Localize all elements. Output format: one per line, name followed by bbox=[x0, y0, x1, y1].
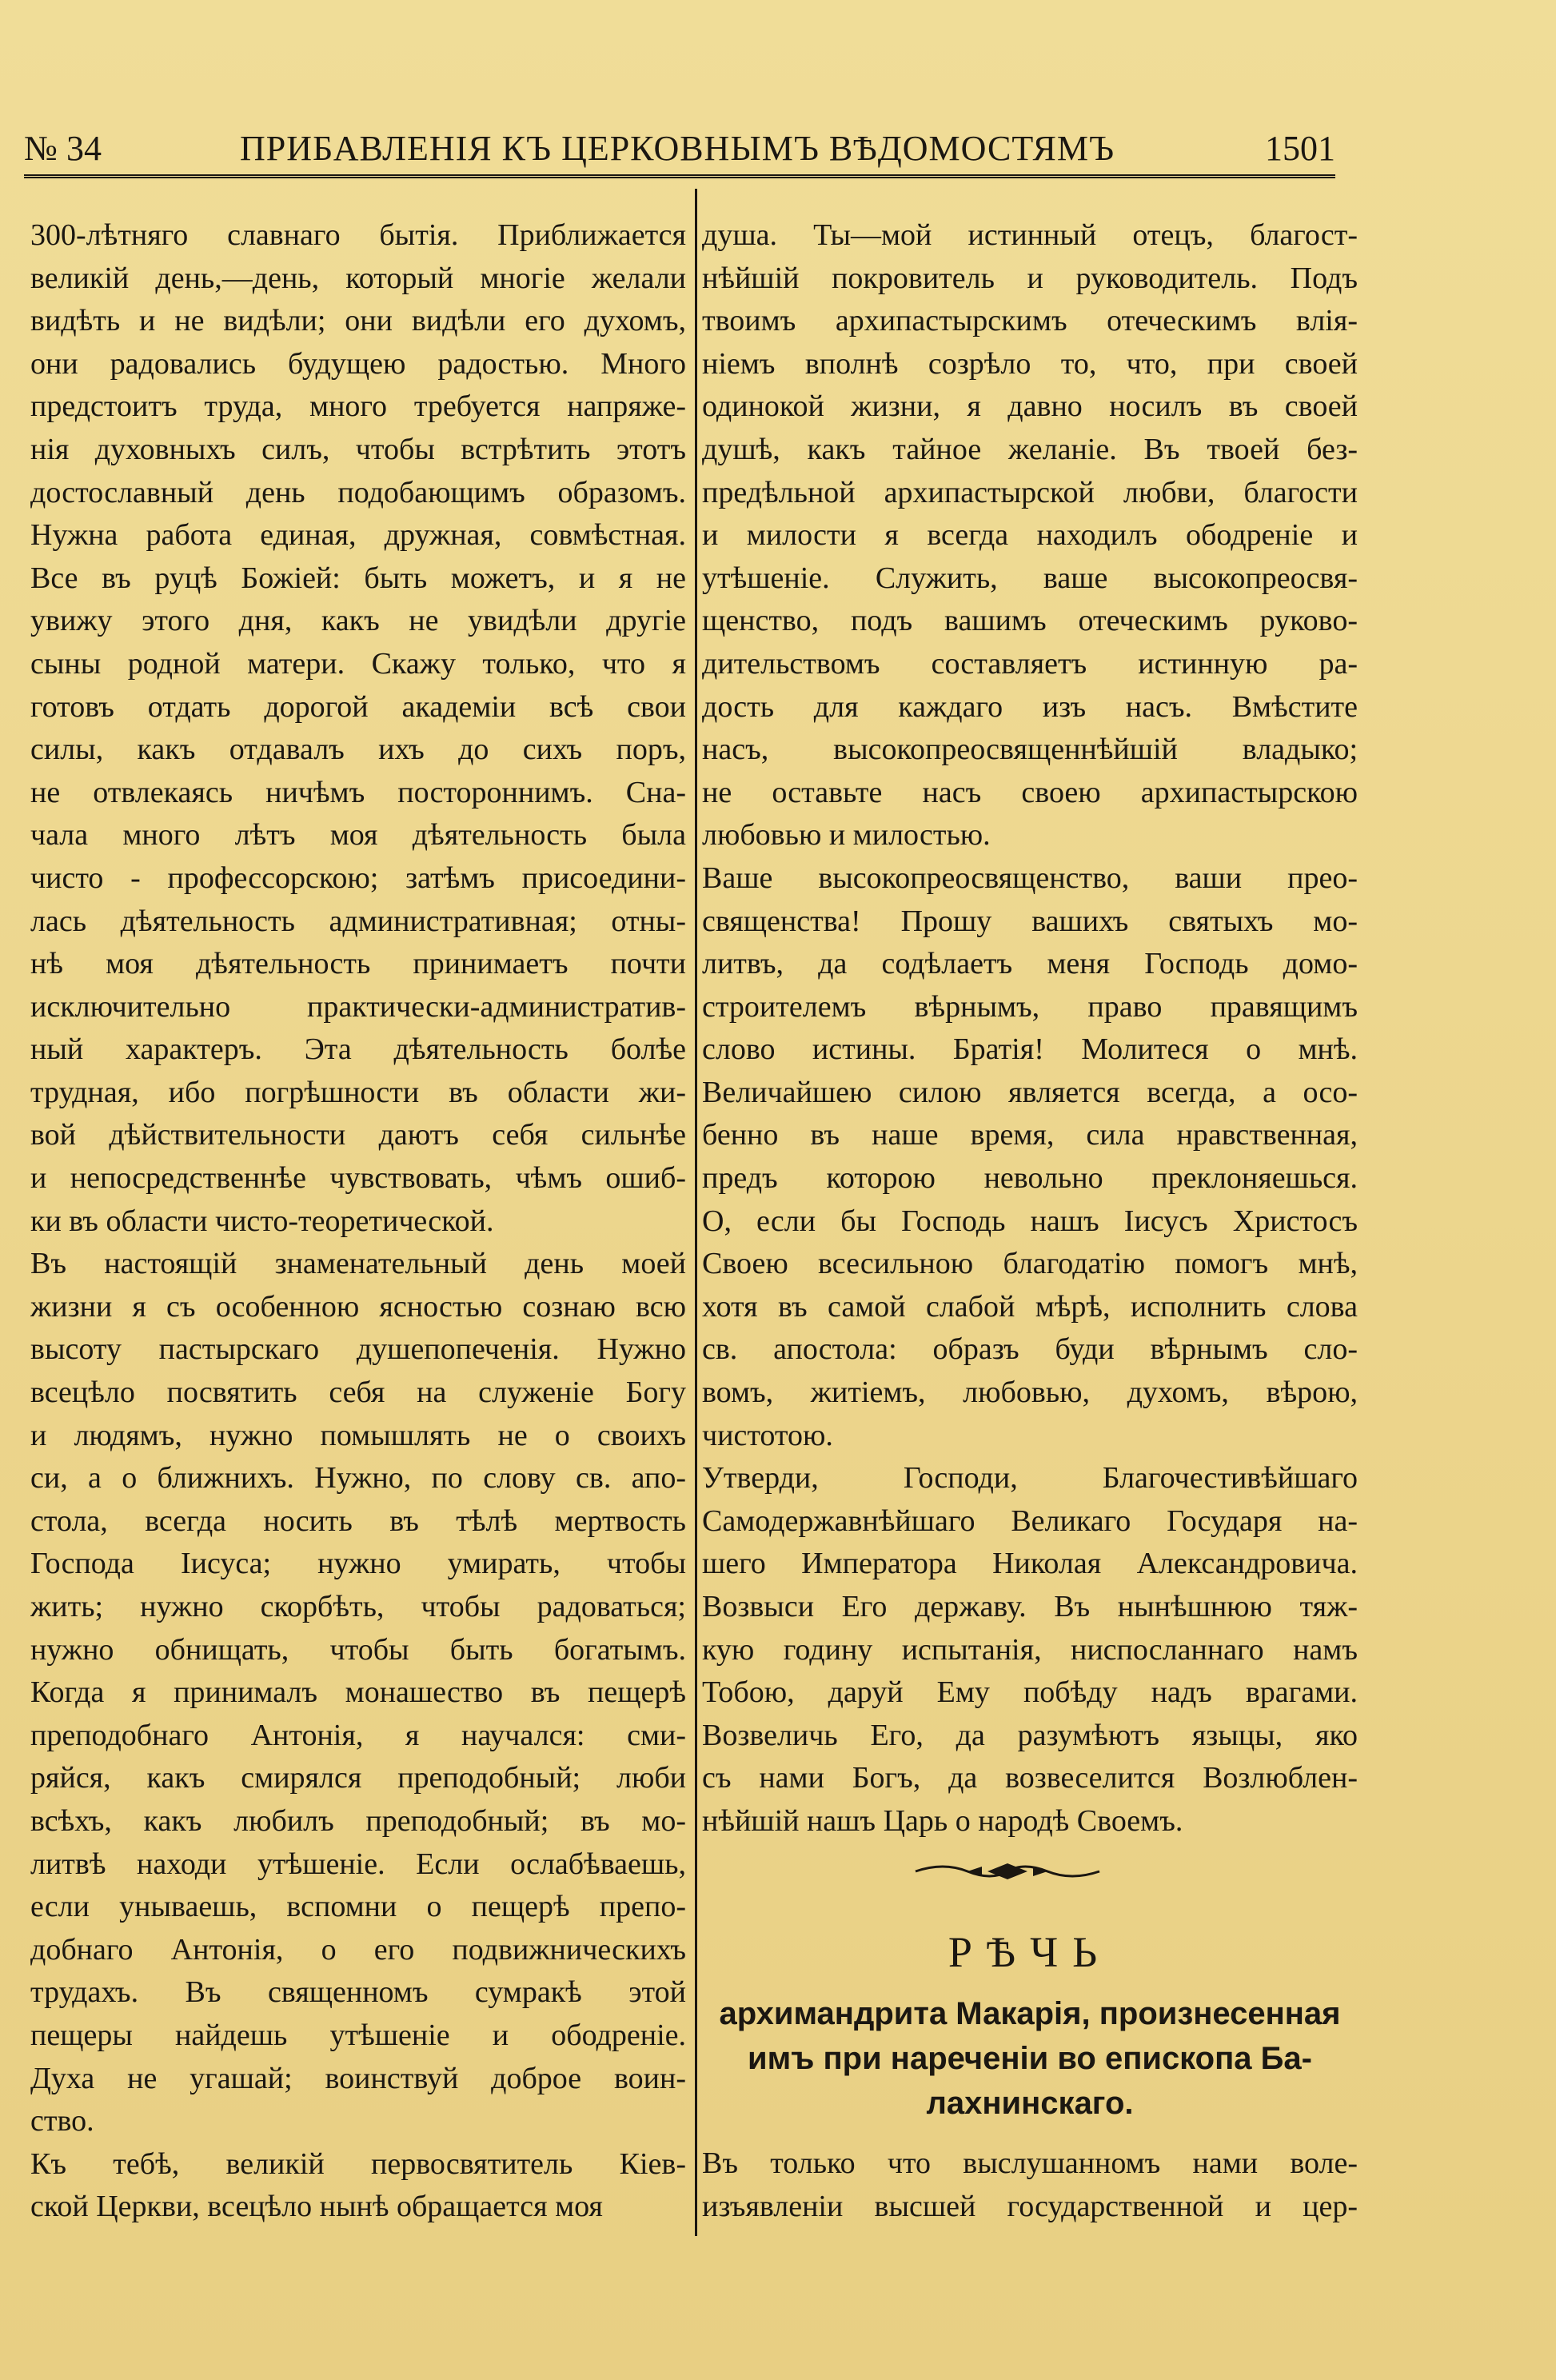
text-line: литвъ, да содѣлаетъ меня Господь домо- bbox=[702, 947, 1358, 981]
text-line: всѣхъ, какъ любилъ преподобный; въ мо- bbox=[30, 1803, 686, 1838]
text-line: Тобою, даруй Ему побѣду надъ врагами. bbox=[702, 1675, 1358, 1710]
text-line: съ нами Богъ, да возвеселится Возлюблен- bbox=[702, 1761, 1358, 1795]
text-line: щенство, подъ вашимъ отеческимъ руково- bbox=[702, 604, 1358, 638]
text-line: нужно обнищать, чтобы быть богатымъ. bbox=[30, 1632, 686, 1667]
text-line: дительствомъ составляетъ истинную ра- bbox=[702, 646, 1358, 681]
text-line: нѣйшій нашъ Царь о народѣ Своемъ. bbox=[702, 1803, 1183, 1838]
ornament-divider-icon bbox=[912, 1855, 1103, 1887]
header-rule bbox=[24, 174, 1335, 178]
text-line: ніемъ вполнѣ созрѣло то, что, при своей bbox=[702, 346, 1358, 381]
text-line: чисто - профессорскою; затѣмъ присоедини- bbox=[30, 861, 686, 895]
text-line: Духа не угашай; воинствуй доброе воин- bbox=[30, 2061, 686, 2095]
speech-body-line: изъявленіи высшей государственной и цер- bbox=[702, 2190, 1358, 2223]
text-line: силы, какъ отдавалъ ихъ до сихъ поръ, bbox=[30, 733, 686, 767]
text-line: Самодержавнѣйшаго Великаго Государя на- bbox=[702, 1503, 1358, 1538]
text-line: всецѣло посвятить себя на служеніе Богу bbox=[30, 1376, 686, 1410]
text-line: они радовались будущею радостью. Много bbox=[30, 346, 686, 381]
text-line: видѣть и не видѣли; они видѣли его духомъ, bbox=[30, 304, 686, 338]
text-line: литвѣ находи утѣшеніе. Если ослабѣваешь, bbox=[30, 1847, 686, 1881]
text-line: преподобнаго Антонія, я научался: сми- bbox=[30, 1718, 686, 1752]
text-line: не оставьте насъ своею архипастырскою bbox=[702, 775, 1358, 809]
text-line: душа. Ты—мой истинный отецъ, благост- bbox=[702, 218, 1358, 252]
text-line: священства! Прошу вашихъ святыхъ мо- bbox=[702, 904, 1358, 938]
text-line: любовью и милостью. bbox=[702, 818, 991, 853]
text-line: душѣ, какъ тайное желаніе. Въ твоей без- bbox=[702, 432, 1358, 466]
speech-subtitle-line: архимандрита Макарія, произнесенная bbox=[719, 1996, 1341, 2031]
text-line: Своею всесильною благодатію помогъ мнѣ, bbox=[702, 1247, 1358, 1281]
page-header bbox=[24, 128, 1335, 176]
text-line: ный характеръ. Эта дѣятельность болѣе bbox=[30, 1032, 686, 1067]
text-line: трудахъ. Въ священномъ сумракѣ этой bbox=[30, 1975, 686, 2010]
text-line: жить; нужно скорбѣть, чтобы радоваться; bbox=[30, 1590, 686, 1623]
text-line: пещеры найдешь утѣшеніе и ободреніе. bbox=[30, 2018, 686, 2052]
issue-number: № 34 bbox=[24, 129, 102, 168]
text-line: св. апостола: образъ буди вѣрнымъ сло- bbox=[702, 1332, 1358, 1367]
text-line: стола, всегда носить въ тѣлѣ мертвость bbox=[30, 1503, 686, 1538]
text-line: хотя въ самой слабой мѣрѣ, исполнить слова bbox=[702, 1289, 1358, 1324]
text-line: сыны родной матери. Скажу только, что я bbox=[30, 646, 686, 681]
text-line: Все въ руцѣ Божіей: быть можетъ, и я не bbox=[30, 561, 686, 595]
text-line: Утверди, Господи, Благочестивѣйшаго bbox=[702, 1461, 1358, 1495]
text-line: нѣ моя дѣятельность принимаетъ почти bbox=[30, 947, 686, 981]
text-line: предѣльной архипастырской любви, благости bbox=[702, 475, 1358, 509]
text-line: твоимъ архипастырскимъ отеческимъ влія- bbox=[702, 304, 1358, 338]
speech-heading: РѢЧЬ bbox=[948, 1928, 1112, 1976]
text-line: вомъ, житіемъ, любовью, духомъ, вѣрою, bbox=[702, 1376, 1358, 1410]
text-line: си, а о ближнихъ. Нужно, по слову св. апо- bbox=[30, 1461, 686, 1495]
text-line: добнаго Антонія, о его подвижническихъ bbox=[30, 1932, 686, 1967]
text-line: готовъ отдать дорогой академіи всѣ свои bbox=[30, 689, 686, 724]
text-line: чала много лѣтъ моя дѣятельность была bbox=[30, 818, 686, 853]
text-line: вой дѣйствительности даютъ себя сильнѣе bbox=[30, 1118, 686, 1152]
text-line: высоту пастырскаго душепопеченія. Нужно bbox=[30, 1332, 686, 1367]
text-line: дость для каждаго изъ насъ. Вмѣстите bbox=[702, 689, 1358, 724]
speech-subtitle-line: лахнинскаго. bbox=[926, 2086, 1134, 2121]
right-column bbox=[702, 214, 1358, 1843]
text-line: Господа Іисуса; нужно умирать, чтобы bbox=[30, 1547, 686, 1581]
text-line: бенно въ наше время, сила нравственная, bbox=[702, 1118, 1358, 1152]
text-line: лась дѣятельность административная; отны- bbox=[30, 904, 686, 938]
text-line: исключительно практически-административ- bbox=[30, 989, 686, 1024]
text-line: Возвеличь Его, да разумѣютъ языцы, яко bbox=[702, 1718, 1358, 1752]
text-line: ряйся, какъ смирялся преподобный; люби bbox=[30, 1761, 686, 1795]
text-line: предстоитъ труда, много требуется напряже- bbox=[30, 389, 686, 424]
text-line: если унываешь, вспомни о пещерѣ препо- bbox=[30, 1890, 686, 1924]
publication-title: ПРИБАВЛЕНІЯ КЪ ЦЕРКОВНЫМЪ ВѢДОМОСТЯМЪ bbox=[240, 129, 1115, 168]
text-line: О, если бы Господь нашъ Іисусъ Христосъ bbox=[702, 1204, 1358, 1238]
speech-body-line: Въ только что выслушанномъ нами воле- bbox=[702, 2146, 1358, 2180]
text-line: чистотою. bbox=[702, 1418, 833, 1452]
page-number: 1501 bbox=[1265, 129, 1335, 168]
text-line: предъ которою невольно преклоняешься. bbox=[702, 1161, 1358, 1196]
text-line: шего Императора Николая Александровича. bbox=[702, 1547, 1358, 1581]
text-line: Когда я принималъ монашество въ пещерѣ bbox=[30, 1675, 686, 1710]
text-line: кую годину испытанія, ниспосланнаго намъ bbox=[702, 1632, 1358, 1667]
text-line: Возвыси Его державу. Въ нынѣшнюю тяж- bbox=[702, 1590, 1358, 1623]
speech-subtitle-line: имъ при нареченіи во епископа Ба- bbox=[748, 2041, 1312, 2076]
text-line: слово истины. Братія! Молитеся о мнѣ. bbox=[702, 1032, 1358, 1067]
text-line: Къ тебѣ, великій первосвятитель Кіев- bbox=[30, 2146, 686, 2181]
text-line: утѣшеніе. Служить, ваше высокопреосвя- bbox=[702, 561, 1358, 595]
text-line: 300-лѣтняго славнаго бытія. Приближается bbox=[30, 218, 686, 252]
speech-body bbox=[702, 2142, 1358, 2228]
text-line: Ваше высокопреосвященство, ваши прео- bbox=[702, 861, 1358, 895]
text-line: Въ настоящій знаменательный день моей bbox=[30, 1247, 686, 1281]
text-line: строителемъ вѣрнымъ, право правящимъ bbox=[702, 989, 1358, 1024]
text-line: и людямъ, нужно помышлять не о своихъ bbox=[30, 1418, 686, 1452]
text-line: ство. bbox=[30, 2104, 94, 2138]
text-line: трудная, ибо погрѣшности въ области жи- bbox=[30, 1075, 686, 1109]
text-line: нѣйшій покровитель и руководитель. Подъ bbox=[702, 261, 1358, 295]
text-line: ской Церкви, всецѣло нынѣ обращается моя bbox=[30, 2190, 603, 2224]
text-line: и милости я всегда находилъ ободреніе и bbox=[702, 518, 1358, 553]
left-column bbox=[30, 214, 686, 2229]
text-line: достославный день подобающимъ образомъ. bbox=[30, 475, 686, 509]
column-divider bbox=[695, 189, 697, 2236]
text-line: увижу этого дня, какъ не увидѣли другіе bbox=[30, 604, 686, 638]
text-line: великій день,—день, который многіе желали bbox=[30, 261, 686, 295]
text-line: нія духовныхъ силъ, чтобы встрѣтить этотъ bbox=[30, 432, 686, 466]
text-line: жизни я съ особенною ясностью сознаю всю bbox=[30, 1289, 686, 1324]
text-line: одинокой жизни, я давно носилъ въ своей bbox=[702, 389, 1358, 424]
speech-subtitle bbox=[702, 1991, 1358, 2126]
text-line: не отвлекаясь ничѣмъ постороннимъ. Сна- bbox=[30, 775, 686, 809]
text-line: насъ, высокопреосвященнѣйшій владыко; bbox=[702, 733, 1358, 767]
text-line: ки въ области чисто-теоретической. bbox=[30, 1204, 494, 1238]
text-line: Величайшею силою является всегда, а осо- bbox=[702, 1075, 1358, 1109]
text-line: и непосредственнѣе чувствовать, чѣмъ ошиб- bbox=[30, 1161, 686, 1196]
text-line: Нужна работа единая, дружная, совмѣстная. bbox=[30, 518, 686, 553]
